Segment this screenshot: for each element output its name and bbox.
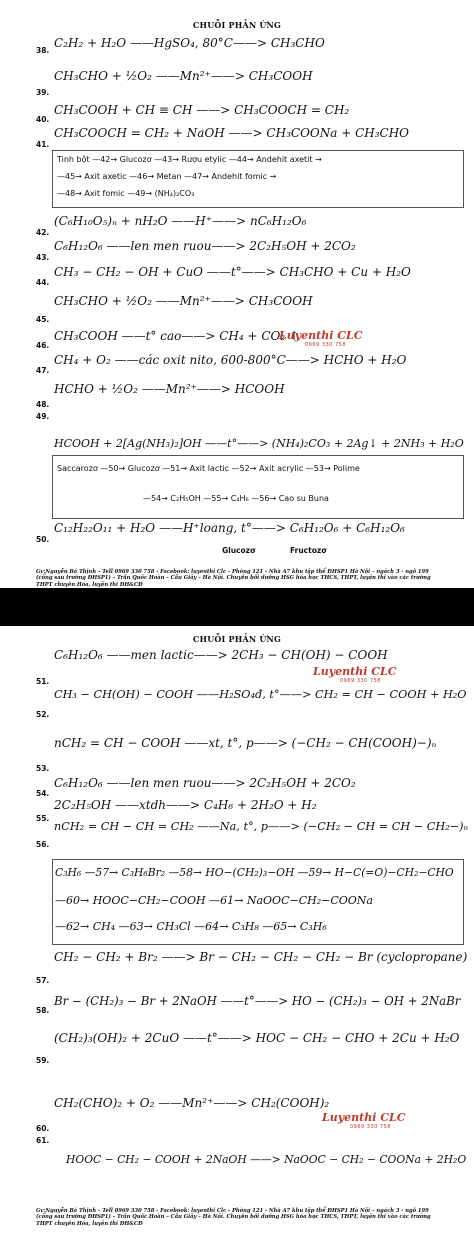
equation-number: 42. (36, 228, 50, 237)
scheme-row: —60→ HOOC−CH₂−COOH —61→ NaOOC−CH₂−COONa (55, 894, 373, 907)
document-page-2 (0, 626, 474, 1247)
equation: CH₃ − CH₂ − OH + CuO ——t°——> CH₃CHO + Cu + H₂O (54, 265, 411, 279)
equation-number: 49. (36, 412, 50, 421)
equation-number: 44. (36, 278, 50, 287)
equation-number: 47. (36, 366, 50, 375)
equation-number: 45. (36, 315, 50, 324)
equation: CH₃COOH + CH ≡ CH ——> CH₃COOCH = CH₂ (54, 103, 350, 117)
equation-number: 56. (36, 840, 50, 849)
equation: nCH₂ = CH − CH = CH₂ ——Na, t°, p——> (−CH₂ − CH = CH − CH₂−)ₙ (54, 820, 469, 833)
equation-number: 51. (36, 677, 50, 686)
equation: C₆H₁₂O₆ ——len men ruou——> 2C₂H₅OH + 2CO₂ (54, 776, 356, 790)
equation: C₆H₁₂O₆ ——len men ruou——> 2C₂H₅OH + 2CO₂ (54, 239, 356, 253)
equation-number: 61. (36, 1136, 50, 1145)
equation-number: 54. (36, 789, 50, 798)
reaction-scheme-box (52, 150, 464, 208)
equation-number: 38. (36, 46, 50, 55)
product-label: Fructozơ (290, 546, 327, 555)
equation: CH₂(CHO)₂ + O₂ ——Mn²⁺——> CH₂(COOH)₂ (54, 1096, 330, 1110)
page-title: CHUỖI PHẢN ỨNG (192, 20, 282, 30)
equation: 2C₂H₅OH ——xtdh——> C₄H₆ + 2H₂O + H₂ (54, 798, 317, 812)
equation-number: 50. (36, 535, 50, 544)
equation-number: 58. (36, 1006, 50, 1015)
equation-number: 46. (36, 341, 50, 350)
equation: CH₃COOCH = CH₂ + NaOH ——> CH₃COONa + CH₃CHO (54, 126, 410, 140)
equation: CH₃ − CH(OH) − COOH ——H₂SO₄đ, t°——> CH₂ = CH − COOH + H₂O (54, 688, 467, 701)
scheme-row: Saccarozơ —50→ Glucozơ —51→ Axit lactic —52→ Axit acrylic —53→ Polime (57, 464, 360, 473)
equation: CH₂ − CH₂ + Br₂ ——> Br − CH₂ − CH₂ − CH₂ − Br (cyclopropane) (54, 950, 468, 964)
equation: C₆H₁₂O₆ ——men lactic——> 2CH₃ − CH(OH) − COOH (54, 648, 388, 662)
footer-note: Gv:Nguyễn Bá Thịnh – Tell 0969 330 758 - Facebook: luyenthi Clc - Phòng 121 - Nhà A7 khu tập thể ĐHSP1 Hà Nội – ngách 3 - ngõ 199 (cổng sau trường ĐHSP1) – Trần Quốc Hoàn – Cầu Giấy – Hà Nội. Chuyên bồi dưỡng HSG hóa học THCS, THPT, luyện thi vào các trường THPT chuyên Hóa, luyện thi ĐH&CĐ (36, 1208, 431, 1227)
equation-number: 59. (36, 1056, 50, 1065)
reaction-scheme-box (52, 859, 464, 945)
scheme-row: —45→ Axit axetic —46→ Metan —47→ Andehit fomic → (57, 172, 277, 181)
scheme-row: C₃H₆ —57→ C₃H₆Br₂ —58→ HO−(CH₂)₃−OH —59→ H−C(=O)−CH₂−CHO (55, 866, 454, 879)
equation-number: 48. (36, 400, 50, 409)
equation-number: 60. (36, 1124, 50, 1133)
page-title: CHUỖI PHẢN ỨNG (192, 634, 282, 644)
brand-logo: Luyenthi CLC (322, 1111, 406, 1124)
equation: HOOC − CH₂ − COOH + 2NaOH ——> NaOOC − CH₂ − COONa + 2H₂O (66, 1153, 467, 1166)
footer-note: Gv:Nguyễn Bá Thịnh – Tell 0969 330 758 - Facebook: luyenthi Clc - Phòng 121 - Nhà A7 khu tập thể ĐHSP1 Hà Nội – ngách 3 - ngõ 199 (cổng sau trường ĐHSP1) – Trần Quốc Hoàn – Cầu Giấy – Hà Nội. Chuyên bồi dưỡng HSG hóa học THCS, THPT, luyện thi vào các trường THPT chuyên Hóa, luyện thi ĐH&CĐ (36, 569, 431, 588)
equation-number: 39. (36, 88, 50, 97)
brand-phone: 0969 330 758 (340, 678, 381, 684)
equation: (CH₂)₃(OH)₂ + 2CuO ——t°——> HOC − CH₂ − CHO + 2Cu + H₂O (54, 1031, 460, 1045)
document-page-1 (0, 0, 474, 588)
equation-number: 41. (36, 140, 50, 149)
equation: nCH₂ = CH − COOH ——xt, t°, p——> (−CH₂ − CH(COOH)−)ₙ (54, 736, 437, 750)
brand-logo: Luyenthi CLC (313, 665, 397, 678)
equation: Br − (CH₂)₃ − Br + 2NaOH ——t°——> HO − (CH₂)₃ − OH + 2NaBr (54, 994, 461, 1008)
equation: CH₃CHO + ½O₂ ——Mn²⁺——> CH₃COOH (54, 294, 313, 308)
equation-number: 53. (36, 764, 50, 773)
brand-phone: 0969 330 758 (305, 342, 346, 348)
equation: C₁₂H₂₂O₁₁ + H₂O ——H⁺loang, t°——> C₆H₁₂O₆ + C₆H₁₂O₆ (54, 521, 405, 535)
equation-number: 40. (36, 115, 50, 124)
equation: HCHO + ½O₂ ——Mn²⁺——> HCOOH (54, 382, 285, 396)
equation: CH₃CHO + ½O₂ ——Mn²⁺——> CH₃COOH (54, 69, 313, 83)
brand-phone: 0969 330 758 (350, 1124, 391, 1130)
equation-number: 52. (36, 710, 50, 719)
product-label: Glucozơ (222, 546, 256, 555)
equation-number: 57. (36, 976, 50, 985)
equation: (C₆H₁₀O₅)ₙ + nH₂O ——H⁺——> nC₆H₁₂O₆ (54, 214, 307, 228)
scheme-row: —54→ C₂H₅OH —55→ C₄H₆ —56→ Cao su Buna (143, 494, 329, 503)
scheme-row: —48→ Axit fomic —49→ (NH₄)₂CO₃ (57, 189, 195, 198)
equation-number: 55. (36, 814, 50, 823)
equation: HCOOH + 2[Ag(NH₃)₂]OH ——t°——> (NH₄)₂CO₃ + 2Ag↓ + 2NH₃ + H₂O (54, 437, 464, 450)
scheme-row: —62→ CH₄ —63→ CH₃Cl —64→ C₃H₈ —65→ C₃H₆ (55, 920, 327, 933)
equation: CH₄ + O₂ ——các oxit nito, 600-800°C——> HCHO + H₂O (54, 353, 407, 367)
reaction-scheme-box (52, 455, 464, 519)
equation: C₂H₂ + H₂O ——HgSO₄, 80°C——> CH₃CHO (54, 36, 325, 50)
scheme-row: Tinh bột —42→ Glucozơ —43→ Rượu etylic —44→ Andehit axetit → (57, 155, 322, 164)
brand-logo: Luyenthi CLC (279, 329, 363, 342)
equation-number: 43. (36, 253, 50, 262)
equation: CH₃COOH ——t° cao——> CH₄ + CO₂ ↑ (54, 329, 300, 343)
